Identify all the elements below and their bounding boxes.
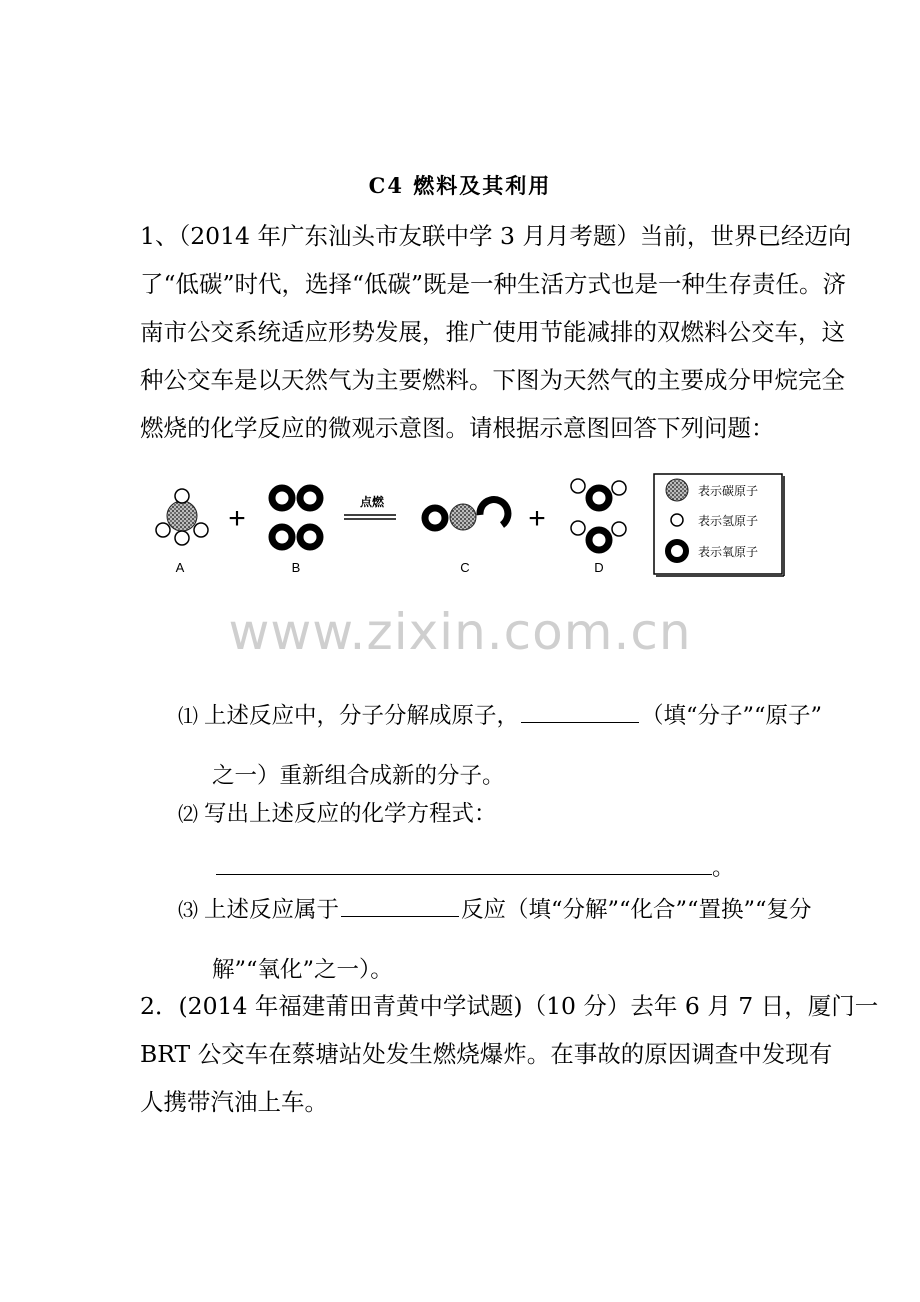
sub-number: ⑵ [178, 802, 198, 826]
stem-line: 了“低碳”时代，选择“低碳”既是一种生活方式也是一种生存责任。济 [140, 270, 847, 298]
answer-blank-3[interactable] [341, 890, 459, 917]
stem-line: BRT 公交车在蔡塘站处发生燃烧爆炸。在事故的原因调查中发现有 [140, 1040, 833, 1068]
sub-question-2 [178, 790, 818, 892]
plus-sign: + [228, 502, 246, 535]
watermark: www.zixin.com.cn [228, 603, 692, 661]
carbon-atom-icon [666, 479, 688, 501]
molecule-d-water [571, 479, 626, 550]
label-a: A [175, 560, 185, 575]
stem-line: 1、（2014 年广东汕头市友联中学 3 月月考题）当前，世界已经迈向 [140, 222, 852, 250]
label-b: B [291, 560, 301, 575]
oxygen-atom-icon [668, 542, 686, 560]
hydrogen-atom-icon [671, 514, 683, 526]
plus-sign: + [528, 502, 546, 535]
page-title: C4 燃料及其利用 [368, 173, 552, 198]
answer-blank-1[interactable] [521, 696, 639, 723]
answer-blank-equation[interactable] [216, 854, 712, 875]
sub3-continuation: 解”“氧化”之一）。 [212, 957, 393, 983]
question-2-stem [140, 982, 879, 1126]
sub1-text: 上述反应中，分子分解成原子， [204, 703, 520, 729]
stem-line: 2．(2014 年福建莆田青黄中学试题)（10 分）去年 6 月 7 日，厦门一 [140, 992, 879, 1020]
sub-question-3 [178, 886, 818, 994]
sub-question-1 [178, 692, 823, 800]
stem-line: 燃烧的化学反应的微观示意图。请根据示意图回答下列问题： [140, 414, 775, 442]
label-c: C [460, 560, 470, 575]
molecule-c-carbon-dioxide [425, 500, 508, 530]
legend [654, 474, 784, 576]
sub1-continuation: 之一）重新组合成新的分子。 [212, 763, 505, 789]
molecule-a-methane [156, 489, 208, 545]
sub3-hint: 反应（填“分解”“化合”“置换”“复分 [461, 897, 812, 923]
sub-number: ⑴ [178, 704, 198, 728]
sub1-hint: （填“分子”“原子” [641, 703, 823, 729]
molecule-b-oxygen [272, 488, 320, 547]
legend-oxygen: 表示氧原子 [698, 545, 759, 559]
label-d: D [594, 560, 604, 575]
legend-hydrogen: 表示氢原子 [698, 514, 759, 528]
stem-line: 种公交车是以天然气为主要燃料。下图为天然气的主要成分甲烷完全 [140, 366, 845, 394]
reaction-condition: 点燃 [359, 495, 385, 509]
legend-carbon: 表示碳原子 [698, 484, 759, 498]
stem-line: 南市公交系统适应形势发展，推广使用节能减排的双燃料公交车，这 [140, 318, 845, 346]
sub3-text: 上述反应属于 [204, 897, 340, 923]
stem-line: 人携带汽油上车。 [140, 1088, 328, 1116]
reaction-diagram [140, 470, 790, 585]
sub2-text: 写出上述反应的化学方程式： [204, 801, 497, 827]
sub2-period: 。 [712, 855, 735, 881]
sub-number: ⑶ [178, 898, 198, 922]
question-1-stem [140, 212, 852, 452]
